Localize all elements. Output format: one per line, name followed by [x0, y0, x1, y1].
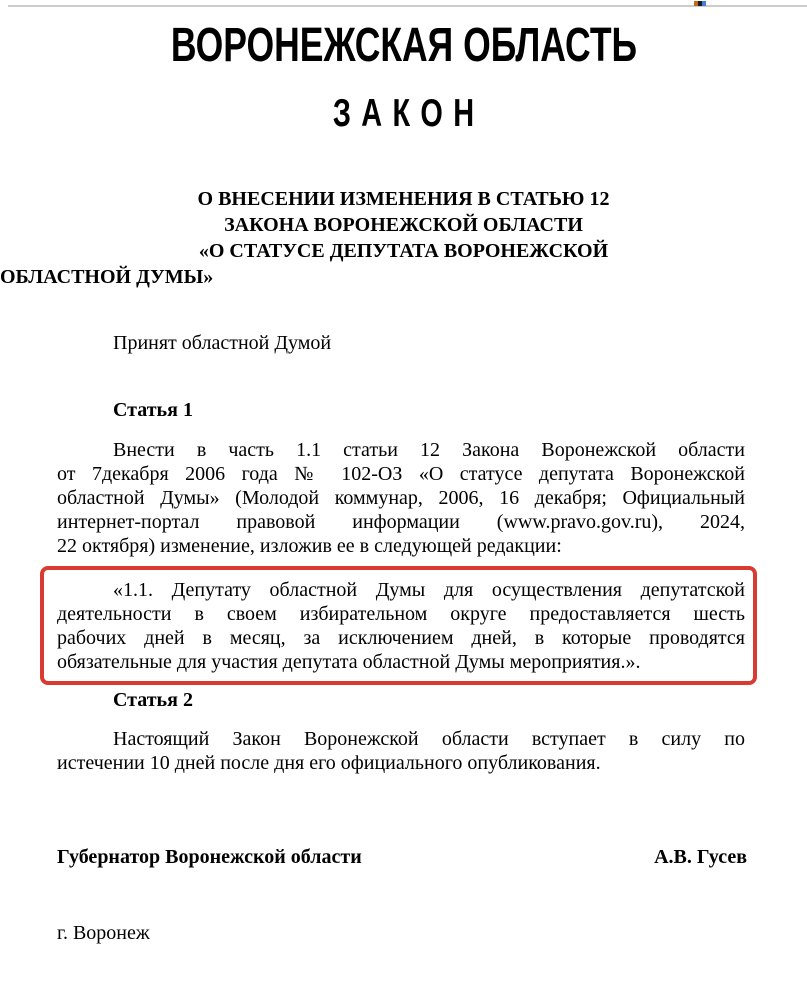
top-divider-line — [8, 5, 807, 7]
law-heading — [0, 186, 807, 290]
highlight-box — [40, 566, 757, 685]
article-1-paragraph — [57, 438, 745, 558]
text-line: ЗАКОНА ВОРОНЕЖСКОЙ ОБЛАСТИ — [224, 214, 583, 236]
city-line: г. Воронеж — [57, 922, 150, 944]
text-line: О ВНЕСЕНИИ ИЗМЕНЕНИЯ В СТАТЬЮ 12 — [197, 188, 610, 210]
text-line: Внести в часть 1.1 статьи 12 Закона Воронежской области — [113, 439, 745, 461]
text-line: «О СТАТУСЕ ДЕПУТАТА ВОРОНЕЖСКОЙ — [198, 240, 609, 262]
text-line: ОБЛАСТНОЙ ДУМЫ» — [0, 266, 214, 288]
signature-name: А.В. Гусев — [654, 846, 747, 868]
document-type-text: ЗАКОН — [332, 92, 485, 135]
text-line: обязательные для участия депутата областной Думы мероприятия.». — [57, 651, 641, 673]
text-line: интернет-портал правовой информации (www.pravo.gov.ru), 2024, — [57, 511, 745, 533]
adopted-line: Принят областной Думой — [113, 332, 332, 354]
signature-title: Губернатор Воронежской области — [57, 846, 362, 868]
favicon-fragment-blue — [702, 1, 706, 6]
text-line: областной Думы» (Молодой коммунар, 2006, 16 декабря; Официальный — [57, 487, 745, 509]
text-line: рабочих дней в месяц, за исключением дней, в которые проводятся — [57, 627, 745, 649]
text-line: истечении 10 дней после дня его официального опубликования. — [57, 752, 601, 774]
text-line: от 7декабря 2006 года № 102-ОЗ «О статусе депутата Воронежской — [57, 463, 745, 485]
article-1-title: Статья 1 — [113, 399, 193, 421]
region-title-text: ВОРОНЕЖСКАЯ ОБЛАСТЬ — [170, 19, 637, 72]
favicon-fragment-icon — [694, 1, 706, 6]
text-line: 22 октября) изменение, изложив ее в следующей редакции: — [57, 535, 562, 557]
text-line: Настоящий Закон Воронежской области вступает в силу по — [113, 728, 745, 750]
article-2-paragraph — [57, 727, 745, 775]
signature-row — [57, 845, 747, 869]
article-2-title: Статья 2 — [113, 689, 193, 711]
document-type-title — [0, 94, 807, 133]
text-line: «1.1. Депутату областной Думы для осуществления депутатской — [113, 579, 745, 601]
text-line: деятельности в своем избирательном округе предоставляется шесть — [57, 603, 745, 625]
region-title — [0, 19, 807, 72]
